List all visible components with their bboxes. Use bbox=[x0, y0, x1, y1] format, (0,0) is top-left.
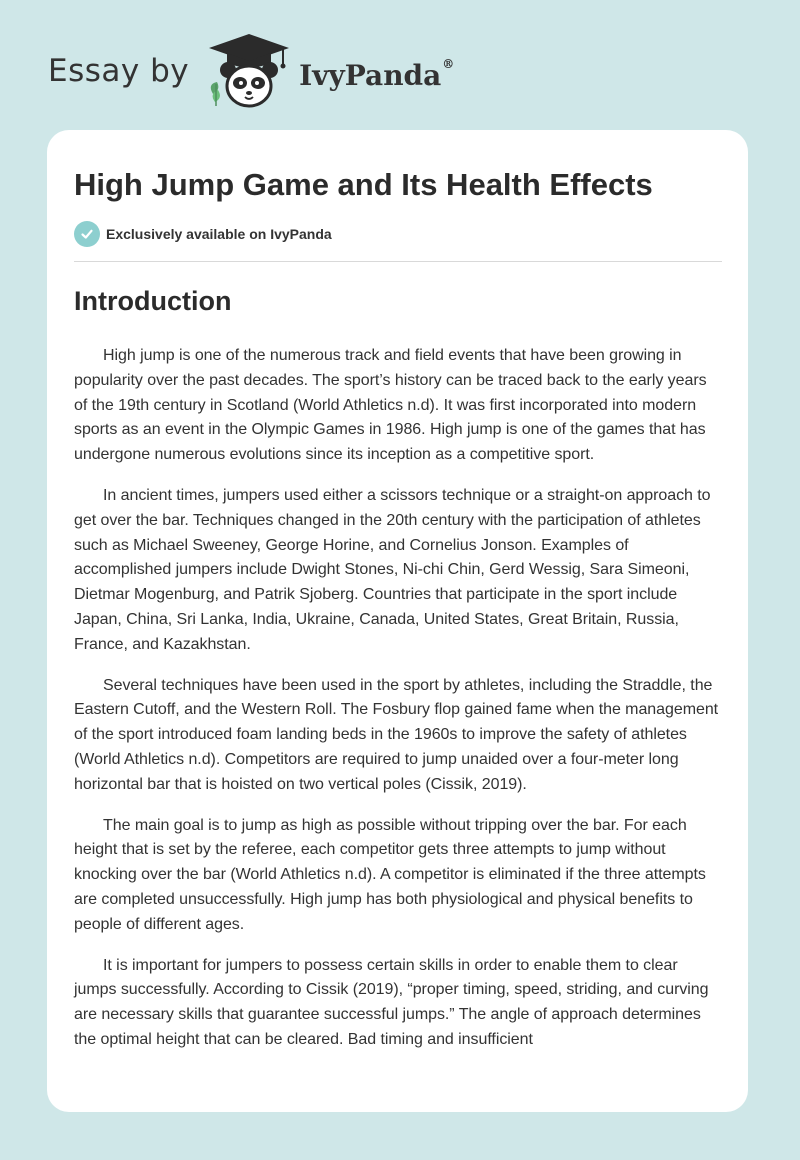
section-heading: Introduction bbox=[74, 286, 232, 316]
site-header bbox=[48, 32, 454, 110]
exclusive-badge-label: Exclusively available on IvyPanda bbox=[106, 226, 332, 242]
essay-title: High Jump Game and Its Health Effects bbox=[74, 167, 653, 202]
exclusive-badge bbox=[74, 221, 332, 247]
essay-card bbox=[47, 130, 748, 1112]
paragraph: It is important for jumpers to possess certain skills in order to enable them to clear jumps successfully. According to Cissik (2019), “proper timing, speed, striding, and curving are necessary skills that guarantee successful jumps.” The angle of approach determines the optimal height that can be cleared. Bad timing and insufficient bbox=[74, 956, 709, 1048]
essay-by-label: Essay by bbox=[48, 53, 190, 89]
paragraph: High jump is one of the numerous track and field events that have been growing in popularity over the past decades. The sport’s history can be traced back to the early years of the 19th century in Scotland (World Athletics n.d). It was first incorporated into modern sports as an event in the Olympic Games in 1986. High jump is one of the games that has undergone numerous evolutions since its inception as a competitive sport. bbox=[74, 347, 707, 464]
essay-body bbox=[74, 344, 724, 1069]
ivypanda-logo-icon[interactable] bbox=[205, 32, 293, 110]
registered-mark: ® bbox=[442, 56, 455, 71]
paragraph: The main goal is to jump as high as possible without tripping over the bar. For each height that is set by the referee, each competitor gets three attempts to jump without knocking over the bar (World Athletics n.d). A competitor is eliminated if the three attempts are completed unsuccessfully. High jump has both physiological and physical benefits to people of different ages. bbox=[74, 816, 706, 933]
title-divider bbox=[74, 261, 722, 262]
paragraph: Several techniques have been used in the sport by athletes, including the Straddle, the Eastern Cutoff, and the Western Roll. The Fosbury flop gained fame when the management of the sport introduced foam landing beds in the 1960s to improve the safety of athletes (World Athletics n.d). Competitors are required to jump unaided over a four-meter long horizontal bar that is hoisted on two vertical poles (Cissik, 2019). bbox=[74, 676, 719, 793]
brand-name[interactable]: IvyPanda® bbox=[299, 56, 455, 92]
paragraph: In ancient times, jumpers used either a scissors technique or a straight-on approach to get over the bar. Techniques changed in the 20th century with the participation of athletes such as Michael Sweeney, George Horine, and Cornelius Jonson. Examples of accomplished jumpers include Dwight Stones, Ni-chi Chin, Gerd Wessig, Sara Simeoni, Dietmar Mogenburg, and Patrik Sjoberg. Countries that participate in the sport include Japan, China, Sri Lanka, India, Ukraine, Canada, United States, Great Britain, Russia, France, and Kazakhstan. bbox=[74, 486, 711, 653]
check-icon bbox=[74, 221, 100, 247]
